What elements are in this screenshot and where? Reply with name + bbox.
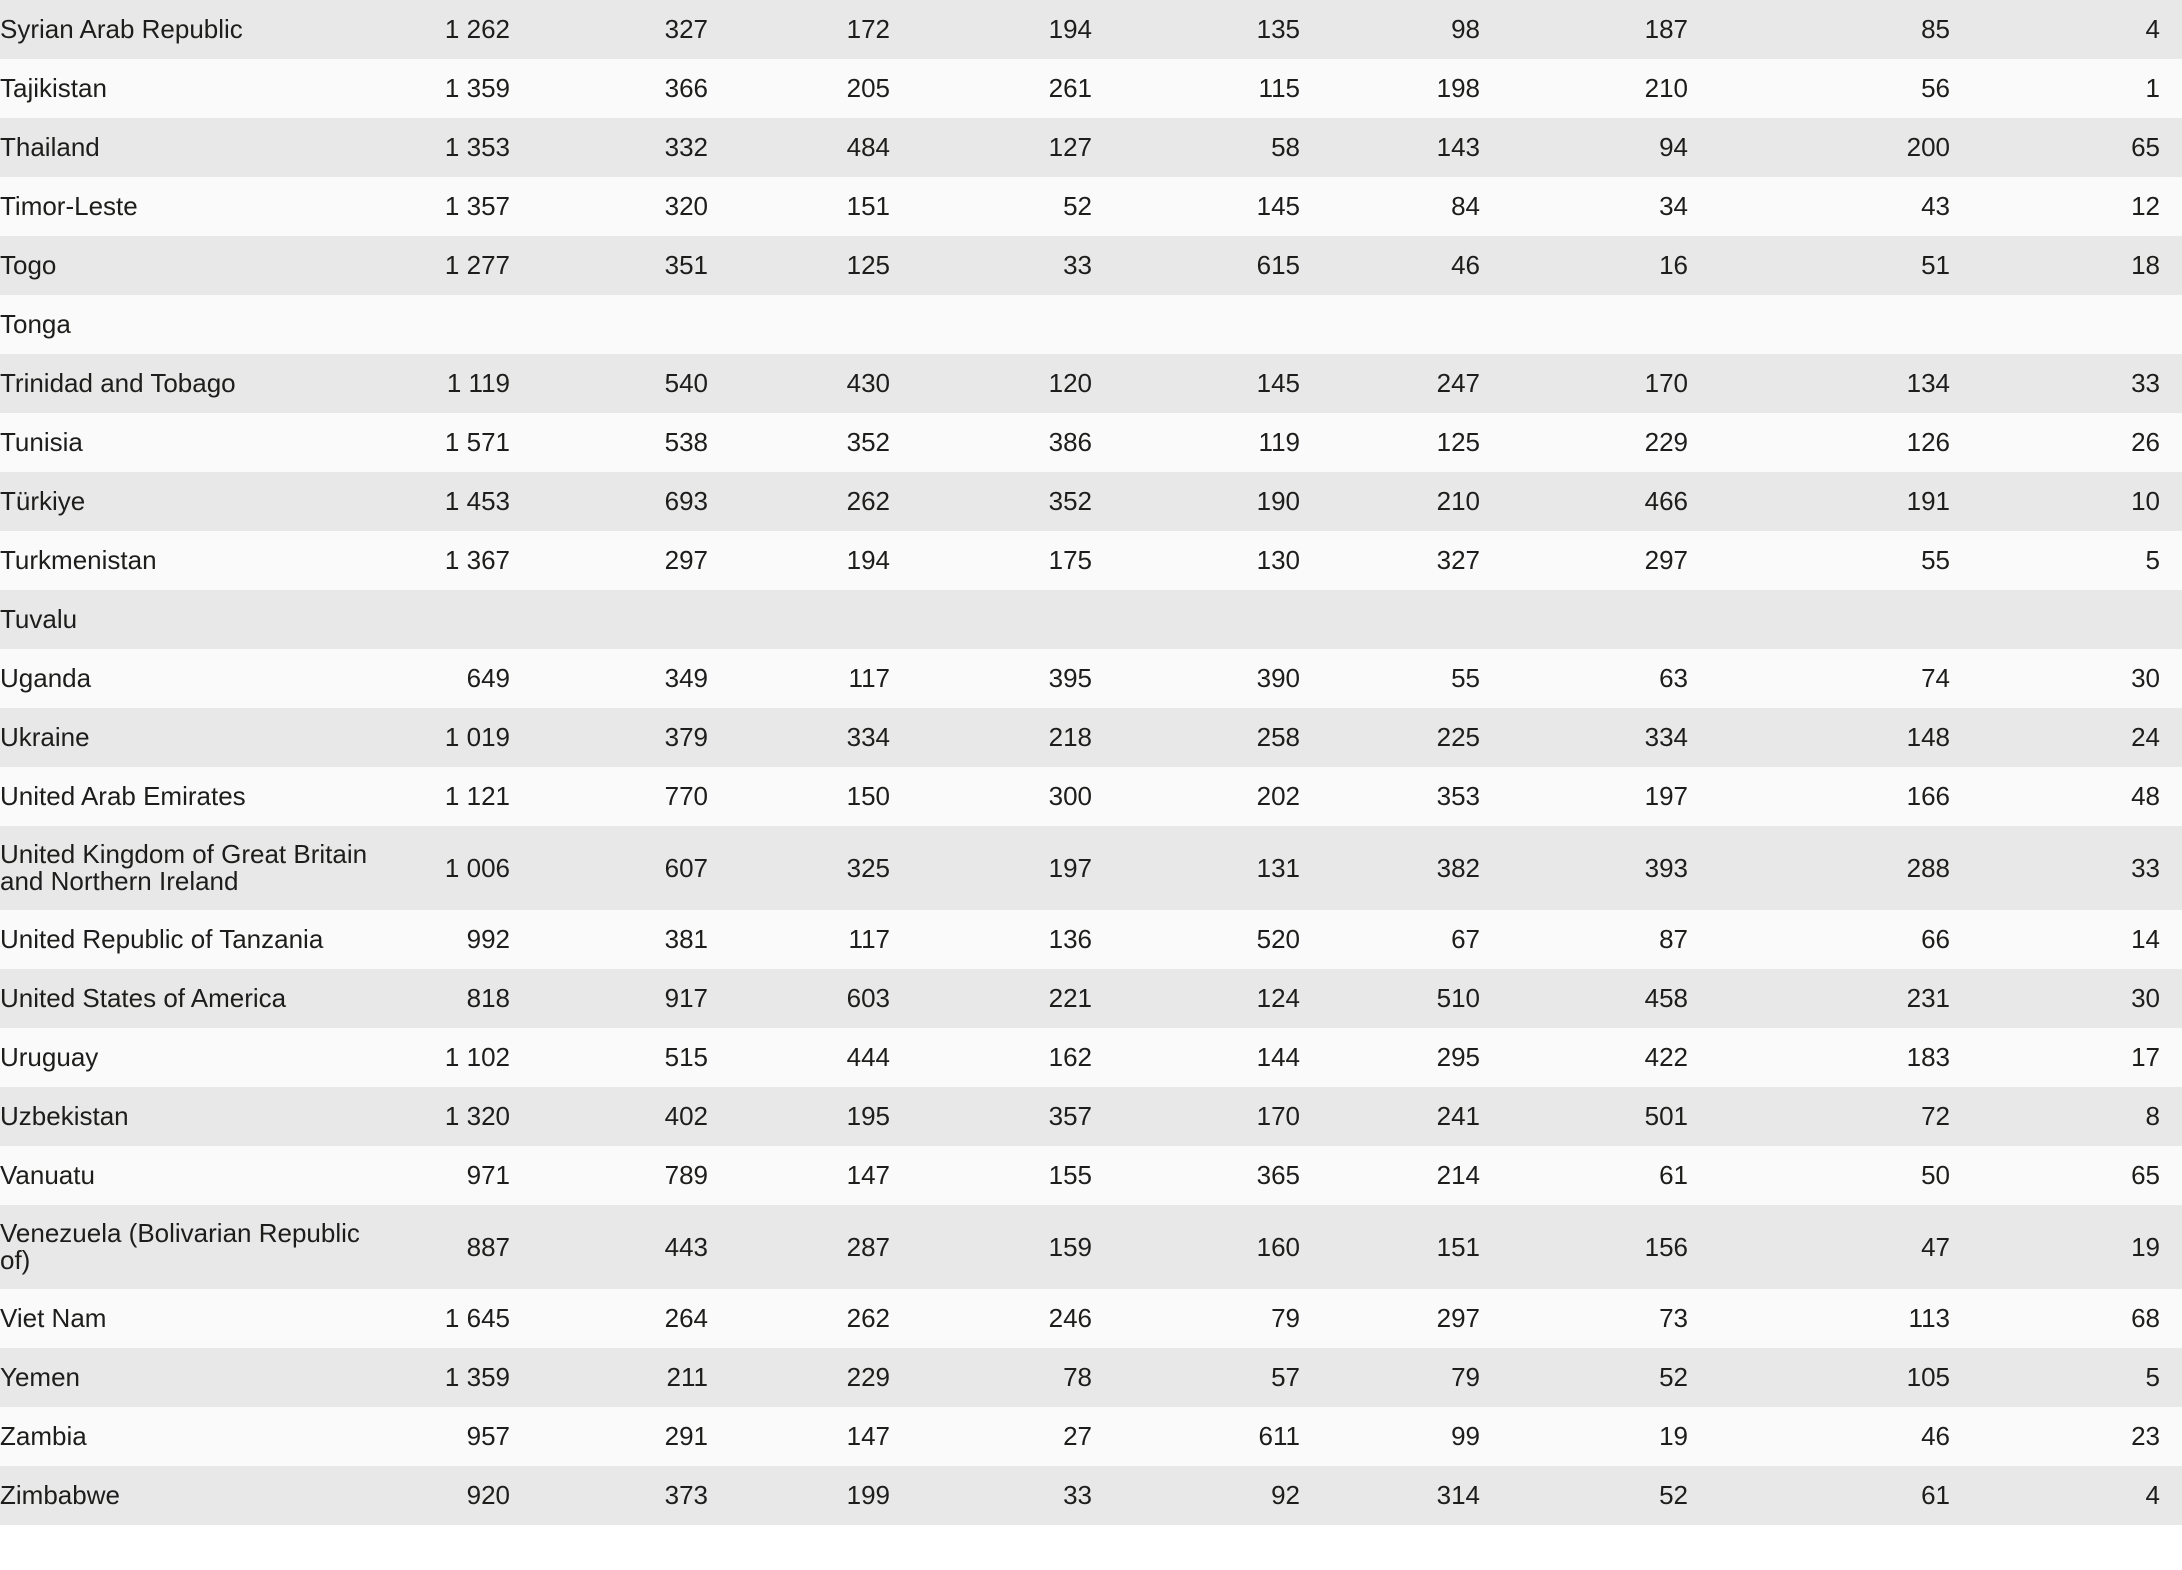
value-cell: 124 (1256, 983, 1300, 1013)
value-cell: 26 (2131, 427, 2160, 457)
value-cell: 8 (2145, 1101, 2160, 1131)
value-cell: 458 (1644, 983, 1688, 1013)
value-cell: 920 (466, 1480, 510, 1510)
value-cell: 287 (846, 1231, 890, 1262)
value-cell: 1 121 (444, 781, 510, 811)
value-cell: 264 (664, 1303, 708, 1333)
value-cell: 119 (1258, 427, 1300, 457)
value-cell: 327 (664, 14, 708, 44)
value-cell (708, 295, 890, 354)
value-cell: 156 (1644, 1231, 1688, 1262)
table-row (0, 910, 2182, 969)
value-cell: 130 (1256, 545, 1300, 575)
value-cell: 1 357 (444, 191, 510, 221)
value-cell: 55 (1451, 663, 1480, 693)
value-cell: 352 (846, 427, 890, 457)
value-cell: 649 (466, 663, 510, 693)
value-cell: 55 (1921, 545, 1950, 575)
value-cell: 231 (1906, 983, 1950, 1013)
value-cell: 352 (1048, 486, 1092, 516)
value-cell: 159 (1048, 1231, 1092, 1262)
table-row (0, 969, 2182, 1028)
value-cell: 607 (664, 852, 708, 883)
value-cell: 484 (846, 132, 890, 162)
value-cell: 770 (664, 781, 708, 811)
value-cell (890, 590, 1092, 649)
country-cell: Trinidad and Tobago (0, 368, 236, 398)
table-row (0, 1028, 2182, 1087)
value-cell: 258 (1256, 722, 1300, 752)
value-cell: 61 (1659, 1160, 1688, 1190)
value-cell: 205 (846, 73, 890, 103)
value-cell: 295 (1436, 1042, 1480, 1072)
value-cell: 210 (1436, 486, 1480, 516)
country-cell: United States of America (0, 983, 287, 1013)
value-cell: 288 (1906, 852, 1950, 883)
value-cell: 12 (2131, 191, 2160, 221)
value-cell: 92 (1271, 1480, 1300, 1510)
value-cell: 34 (1659, 191, 1688, 221)
country-cell: Zimbabwe (0, 1480, 120, 1510)
value-cell: 1 645 (444, 1303, 510, 1333)
value-cell: 85 (1921, 14, 1950, 44)
value-cell: 1 353 (444, 132, 510, 162)
value-cell: 87 (1659, 924, 1688, 954)
value-cell: 10 (2131, 486, 2160, 516)
value-cell: 27 (1063, 1421, 1092, 1451)
table-row (0, 767, 2182, 826)
country-cell: Türkiye (0, 486, 86, 516)
value-cell: 115 (1258, 73, 1300, 103)
table-row (0, 1466, 2182, 1525)
value-cell (890, 295, 1092, 354)
country-cell: Thailand (0, 132, 100, 162)
table-row (0, 118, 2182, 177)
value-cell: 789 (664, 1160, 708, 1190)
value-cell: 46 (1921, 1421, 1950, 1451)
value-cell: 18 (2131, 250, 2160, 280)
value-cell: 379 (664, 722, 708, 752)
table-row (0, 472, 2182, 531)
value-cell: 170 (1644, 368, 1688, 398)
value-cell: 160 (1256, 1231, 1300, 1262)
country-cell: United Arab Emirates (0, 781, 246, 811)
value-cell: 1 119 (446, 368, 510, 398)
country-cell: Uzbekistan (0, 1101, 129, 1131)
country-cell: United Kingdom of Great Britain and Northern Ireland (0, 839, 368, 896)
value-cell (708, 590, 890, 649)
value-cell: 126 (1906, 427, 1950, 457)
value-cell: 131 (1256, 852, 1300, 883)
value-cell: 297 (1644, 545, 1688, 575)
country-cell: Tuvalu (0, 604, 78, 634)
value-cell: 540 (664, 368, 708, 398)
value-cell: 148 (1906, 722, 1950, 752)
country-cell: Timor-Leste (0, 191, 138, 221)
value-cell: 23 (2131, 1421, 2160, 1451)
value-cell: 221 (1048, 983, 1092, 1013)
value-cell: 198 (1436, 73, 1480, 103)
value-cell: 615 (1256, 250, 1300, 280)
value-cell: 1 320 (444, 1101, 510, 1131)
value-cell (1688, 295, 1950, 354)
value-cell: 917 (664, 983, 708, 1013)
value-cell: 314 (1436, 1480, 1480, 1510)
value-cell (510, 295, 708, 354)
value-cell (1092, 295, 1300, 354)
value-cell: 241 (1436, 1101, 1480, 1131)
country-cell: Viet Nam (0, 1303, 107, 1333)
value-cell: 151 (846, 191, 890, 221)
value-cell: 4 (2145, 1480, 2160, 1510)
table-row (0, 531, 2182, 590)
value-cell: 135 (1256, 14, 1300, 44)
table-row (0, 590, 2182, 649)
value-cell: 33 (2131, 368, 2160, 398)
value-cell: 155 (1048, 1160, 1092, 1190)
value-cell: 17 (2131, 1042, 2160, 1072)
value-cell (1688, 590, 1950, 649)
value-cell: 1 006 (444, 852, 510, 883)
value-cell: 395 (1048, 663, 1092, 693)
value-cell: 229 (1644, 427, 1688, 457)
value-cell: 386 (1048, 427, 1092, 457)
value-cell: 297 (1436, 1303, 1480, 1333)
value-cell: 48 (2131, 781, 2160, 811)
value-cell: 134 (1906, 368, 1950, 398)
value-cell: 422 (1644, 1042, 1688, 1072)
value-cell: 444 (846, 1042, 890, 1072)
value-cell: 510 (1436, 983, 1480, 1013)
table-row (0, 1289, 2182, 1348)
value-cell: 443 (664, 1231, 708, 1262)
value-cell: 195 (846, 1101, 890, 1131)
value-cell: 349 (664, 663, 708, 693)
value-cell: 187 (1644, 14, 1688, 44)
value-cell: 56 (1921, 73, 1950, 103)
value-cell: 218 (1048, 722, 1092, 752)
value-cell: 297 (664, 545, 708, 575)
value-cell: 366 (664, 73, 708, 103)
value-cell: 246 (1048, 1303, 1092, 1333)
value-cell: 430 (846, 368, 890, 398)
value-cell: 175 (1048, 545, 1092, 575)
value-cell: 262 (846, 1303, 890, 1333)
country-cell: Tonga (0, 309, 71, 339)
value-cell: 214 (1436, 1160, 1480, 1190)
value-cell: 50 (1921, 1160, 1950, 1190)
value-cell: 351 (664, 250, 708, 280)
value-cell: 14 (2131, 924, 2160, 954)
value-cell: 57 (1271, 1362, 1300, 1392)
value-cell: 58 (1271, 132, 1300, 162)
value-cell (1092, 590, 1300, 649)
value-cell: 194 (846, 545, 890, 575)
value-cell: 52 (1659, 1362, 1688, 1392)
country-cell: Togo (0, 250, 57, 280)
country-cell: Ukraine (0, 722, 90, 752)
value-cell: 190 (1256, 486, 1300, 516)
table-row (0, 1087, 2182, 1146)
value-cell: 373 (664, 1480, 708, 1510)
country-cell: Uruguay (0, 1042, 99, 1072)
value-cell: 334 (846, 722, 890, 752)
country-cell: Tunisia (0, 427, 83, 457)
value-cell: 47 (1921, 1231, 1950, 1262)
value-cell: 24 (2131, 722, 2160, 752)
value-cell: 603 (846, 983, 890, 1013)
value-cell: 971 (466, 1160, 510, 1190)
table-row (0, 1348, 2182, 1407)
value-cell: 120 (1048, 368, 1092, 398)
value-cell: 194 (1048, 14, 1092, 44)
value-cell: 74 (1921, 663, 1950, 693)
value-cell (1300, 295, 1480, 354)
value-cell: 127 (1048, 132, 1092, 162)
value-cell: 19 (1659, 1421, 1688, 1451)
value-cell: 61 (1921, 1480, 1950, 1510)
value-cell: 33 (1063, 1480, 1092, 1510)
value-cell: 5 (2145, 545, 2160, 575)
table-row (0, 354, 2182, 413)
value-cell: 98 (1451, 14, 1480, 44)
value-cell: 191 (1906, 486, 1950, 516)
table-row (0, 0, 2182, 59)
value-cell: 99 (1451, 1421, 1480, 1451)
value-cell: 5 (2145, 1362, 2160, 1392)
value-cell: 300 (1048, 781, 1092, 811)
value-cell: 33 (2131, 852, 2160, 883)
country-cell: Yemen (0, 1362, 80, 1392)
table-row (0, 295, 2182, 354)
value-cell: 65 (2131, 1160, 2160, 1190)
value-cell: 202 (1256, 781, 1300, 811)
value-cell: 125 (846, 250, 890, 280)
value-cell: 65 (2131, 132, 2160, 162)
value-cell: 30 (2131, 663, 2160, 693)
value-cell: 51 (1921, 250, 1950, 280)
value-cell: 166 (1906, 781, 1950, 811)
value-cell: 1 453 (444, 486, 510, 516)
country-cell: Vanuatu (0, 1160, 95, 1190)
value-cell: 113 (1908, 1303, 1950, 1333)
value-cell: 147 (846, 1421, 890, 1451)
value-cell: 327 (1436, 545, 1480, 575)
value-cell: 1 (2145, 73, 2160, 103)
value-cell: 247 (1436, 368, 1480, 398)
value-cell: 390 (1256, 663, 1300, 693)
value-cell: 117 (848, 663, 890, 693)
value-cell: 520 (1256, 924, 1300, 954)
value-cell: 67 (1451, 924, 1480, 954)
value-cell: 78 (1063, 1362, 1092, 1392)
value-cell: 332 (664, 132, 708, 162)
value-cell: 1 262 (444, 14, 510, 44)
value-cell (1300, 590, 1480, 649)
value-cell: 211 (666, 1362, 708, 1392)
value-cell: 693 (664, 486, 708, 516)
value-cell: 144 (1256, 1042, 1300, 1072)
value-cell: 611 (1258, 1421, 1300, 1451)
table-row (0, 1407, 2182, 1466)
value-cell: 1 277 (444, 250, 510, 280)
value-cell: 365 (1256, 1160, 1300, 1190)
value-cell: 291 (664, 1421, 708, 1451)
value-cell: 136 (1048, 924, 1092, 954)
value-cell: 197 (1644, 781, 1688, 811)
value-cell (510, 590, 708, 649)
value-cell: 210 (1644, 73, 1688, 103)
value-cell: 52 (1659, 1480, 1688, 1510)
value-cell: 1 102 (444, 1042, 510, 1072)
table-row (0, 1146, 2182, 1205)
value-cell: 382 (1436, 852, 1480, 883)
value-cell: 320 (664, 191, 708, 221)
value-cell: 199 (846, 1480, 890, 1510)
value-cell: 1 359 (444, 73, 510, 103)
value-cell: 992 (466, 924, 510, 954)
value-cell (1950, 590, 2182, 649)
value-cell: 4 (2145, 14, 2160, 44)
value-cell: 170 (1256, 1101, 1300, 1131)
country-cell: Tajikistan (0, 73, 107, 103)
value-cell: 402 (664, 1101, 708, 1131)
value-cell: 200 (1906, 132, 1950, 162)
table-row (0, 59, 2182, 118)
value-cell: 1 571 (444, 427, 510, 457)
value-cell: 143 (1436, 132, 1480, 162)
country-cell: United Republic of Tanzania (0, 924, 324, 954)
value-cell: 197 (1048, 852, 1092, 883)
value-cell: 79 (1271, 1303, 1300, 1333)
value-cell: 30 (2131, 983, 2160, 1013)
value-cell: 162 (1048, 1042, 1092, 1072)
value-cell: 261 (1048, 73, 1092, 103)
value-cell: 887 (466, 1231, 510, 1262)
country-cell: Venezuela (Bolivarian Republic of) (0, 1218, 360, 1275)
value-cell: 1 367 (444, 545, 510, 575)
value-cell: 46 (1451, 250, 1480, 280)
value-cell: 151 (1436, 1231, 1480, 1262)
table-row (0, 649, 2182, 708)
value-cell: 353 (1436, 781, 1480, 811)
value-cell: 105 (1906, 1362, 1950, 1392)
value-cell: 150 (846, 781, 890, 811)
value-cell: 381 (664, 924, 708, 954)
value-cell: 19 (2131, 1231, 2160, 1262)
value-cell: 1 359 (444, 1362, 510, 1392)
value-cell: 117 (848, 924, 890, 954)
value-cell: 262 (846, 486, 890, 516)
value-cell: 515 (664, 1042, 708, 1072)
value-cell: 73 (1659, 1303, 1688, 1333)
value-cell: 466 (1644, 486, 1688, 516)
value-cell: 501 (1644, 1101, 1688, 1131)
value-cell: 72 (1921, 1101, 1950, 1131)
value-cell: 84 (1451, 191, 1480, 221)
country-cell: Uganda (0, 663, 92, 693)
value-cell: 125 (1436, 427, 1480, 457)
value-cell: 538 (664, 427, 708, 457)
value-cell: 66 (1921, 924, 1950, 954)
table-row (0, 1205, 2182, 1289)
value-cell: 957 (466, 1421, 510, 1451)
value-cell: 183 (1906, 1042, 1950, 1072)
value-cell (1480, 590, 1688, 649)
table-row (0, 236, 2182, 295)
value-cell: 1 019 (444, 722, 510, 752)
value-cell (370, 590, 510, 649)
value-cell: 79 (1451, 1362, 1480, 1392)
value-cell (1950, 295, 2182, 354)
table-row (0, 708, 2182, 767)
value-cell: 33 (1063, 250, 1092, 280)
value-cell: 357 (1048, 1101, 1092, 1131)
value-cell: 172 (846, 14, 890, 44)
value-cell: 94 (1659, 132, 1688, 162)
table-row (0, 413, 2182, 472)
table-row (0, 177, 2182, 236)
value-cell (1480, 295, 1688, 354)
table-row (0, 826, 2182, 910)
value-cell: 43 (1921, 191, 1950, 221)
value-cell: 52 (1063, 191, 1092, 221)
value-cell: 63 (1659, 663, 1688, 693)
value-cell: 229 (846, 1362, 890, 1392)
value-cell: 818 (466, 983, 510, 1013)
value-cell: 145 (1256, 191, 1300, 221)
value-cell: 68 (2131, 1303, 2160, 1333)
country-cell: Zambia (0, 1421, 87, 1451)
value-cell: 147 (846, 1160, 890, 1190)
value-cell: 334 (1644, 722, 1688, 752)
value-cell: 393 (1644, 852, 1688, 883)
value-cell: 325 (846, 852, 890, 883)
value-cell: 16 (1659, 250, 1688, 280)
value-cell: 225 (1436, 722, 1480, 752)
value-cell: 145 (1256, 368, 1300, 398)
country-cell: Turkmenistan (0, 545, 157, 575)
value-cell (370, 295, 510, 354)
country-cell: Syrian Arab Republic (0, 14, 243, 44)
